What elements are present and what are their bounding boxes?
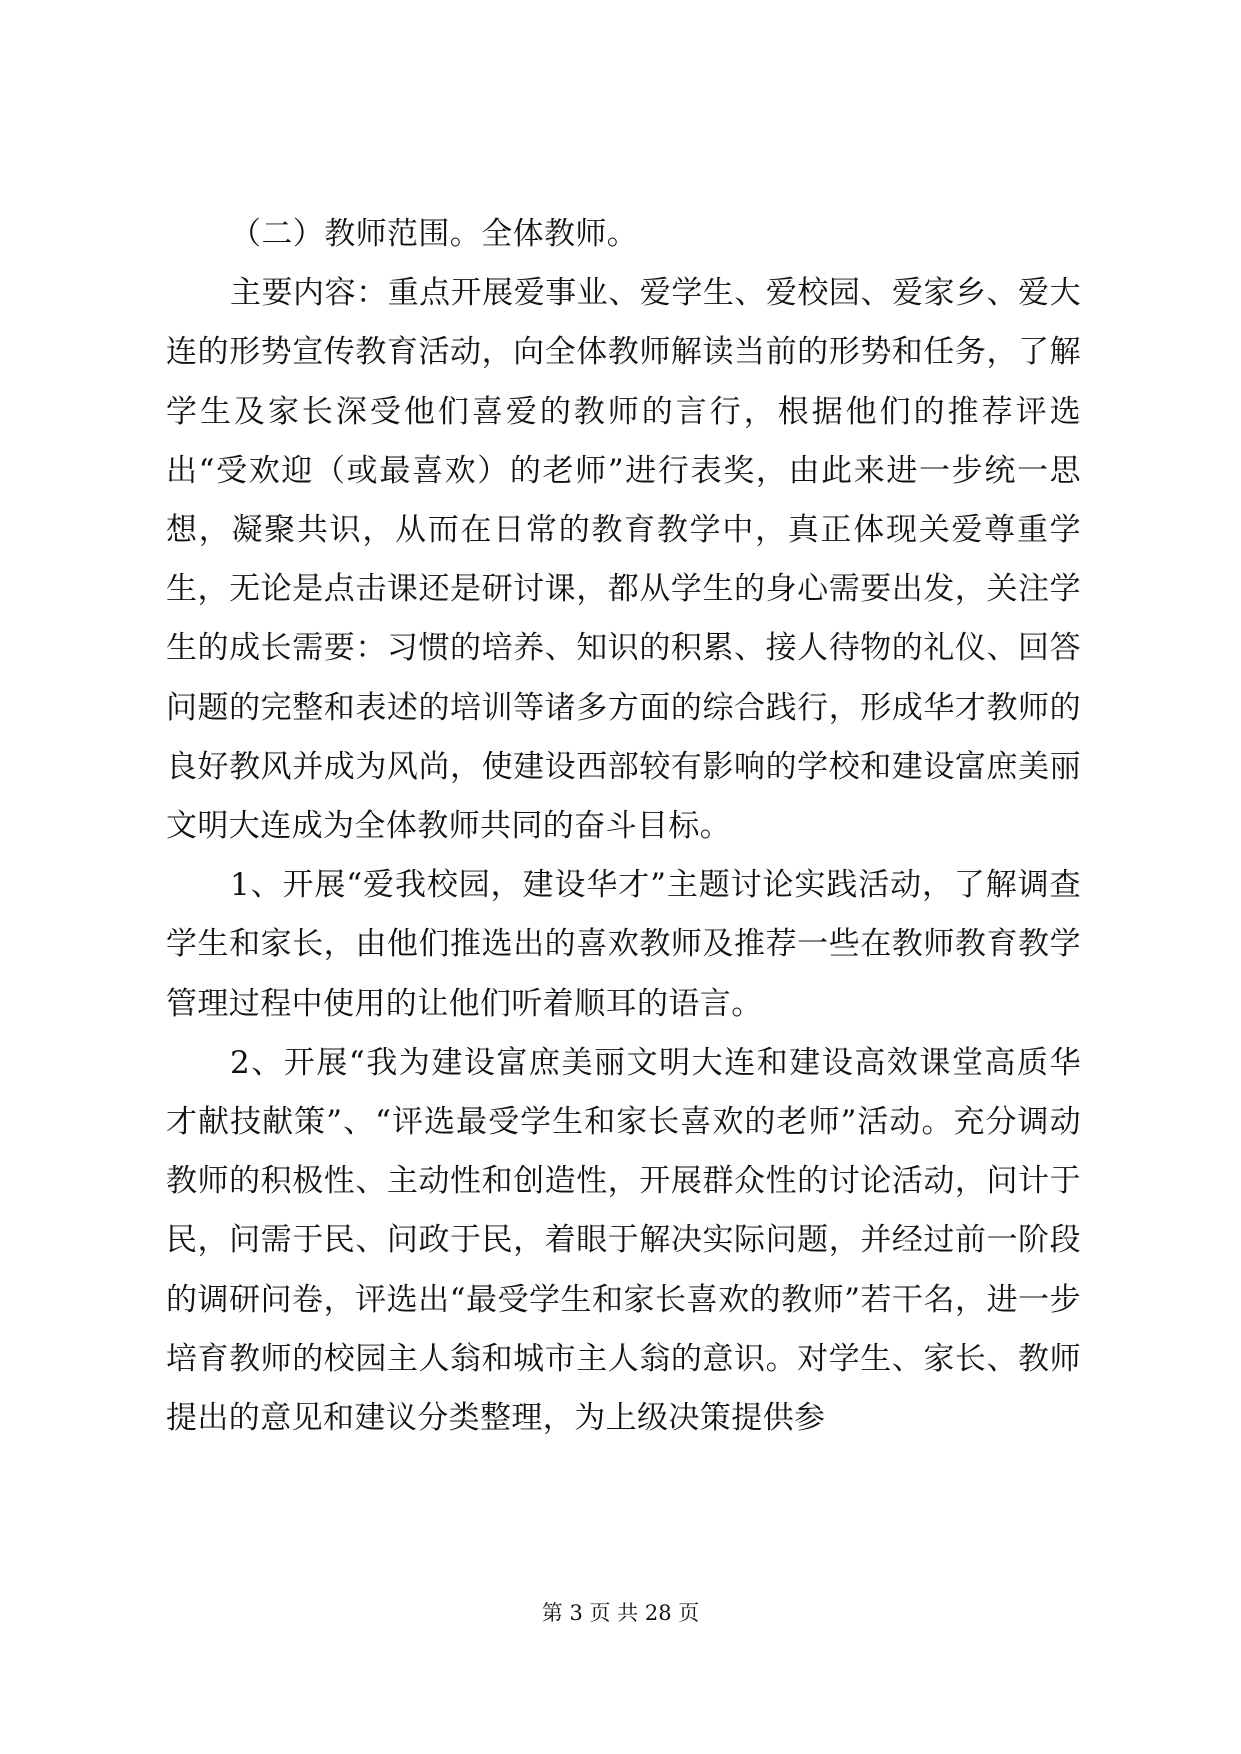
paragraph-main-content: 主要内容：重点开展爱事业、爱学生、爱校园、爱家乡、爱大连的形势宣传教育活动，向全体教师解读当前的形势和任务，了解学生及家长深受他们喜爱的教师的言行，根据他们的推荐评选出“受欢迎（或最喜欢）的老师”进行表奖，由此来进一步统一思想，凝聚共识，从而在日常的教育教学中，真正体现关爱尊重学生，无论是点击课还是研讨课，都从学生的身心需要出发，关注学生的成长需要：习惯的培养、知识的积累、接人待物的礼仪、回答问题的完整和表述的培训等诸多方面的综合践行，形成华才教师的良好教风并成为风尚，使建设西部较有影响的学校和建设富庶美丽文明大连成为全体教师共同的奋斗目标。 [166, 275, 1081, 845]
paragraph-section-2: （二）教师范围。全体教师。 [230, 216, 639, 252]
document-body [166, 205, 1081, 1448]
paragraph-item-2: 2、开展“我为建设富庶美丽文明大连和建设高效课堂高质华才献技献策”、“评选最受学生和家长喜欢的老师”活动。充分调动教师的积极性、主动性和创造性，开展群众性的讨论活动，问计于民，问需于民、问政于民，着眼于解决实际问题，并经过前一阶段的调研问卷，评选出“最受学生和家长喜欢的教师”若干名，进一步培育教师的校园主人翁和城市主人翁的意识。对学生、家长、教师提出的意见和建议分类整理，为上级决策提供参 [166, 1044, 1081, 1437]
page-footer: 第 3 页 共 28 页 [541, 1601, 700, 1625]
paragraph-item-1: 1、开展“爱我校园，建设华才”主题讨论实践活动，了解调查学生和家长，由他们推选出的喜欢教师及推荐一些在教师教育教学管理过程中使用的让他们听着顺耳的语言。 [166, 867, 1081, 1022]
